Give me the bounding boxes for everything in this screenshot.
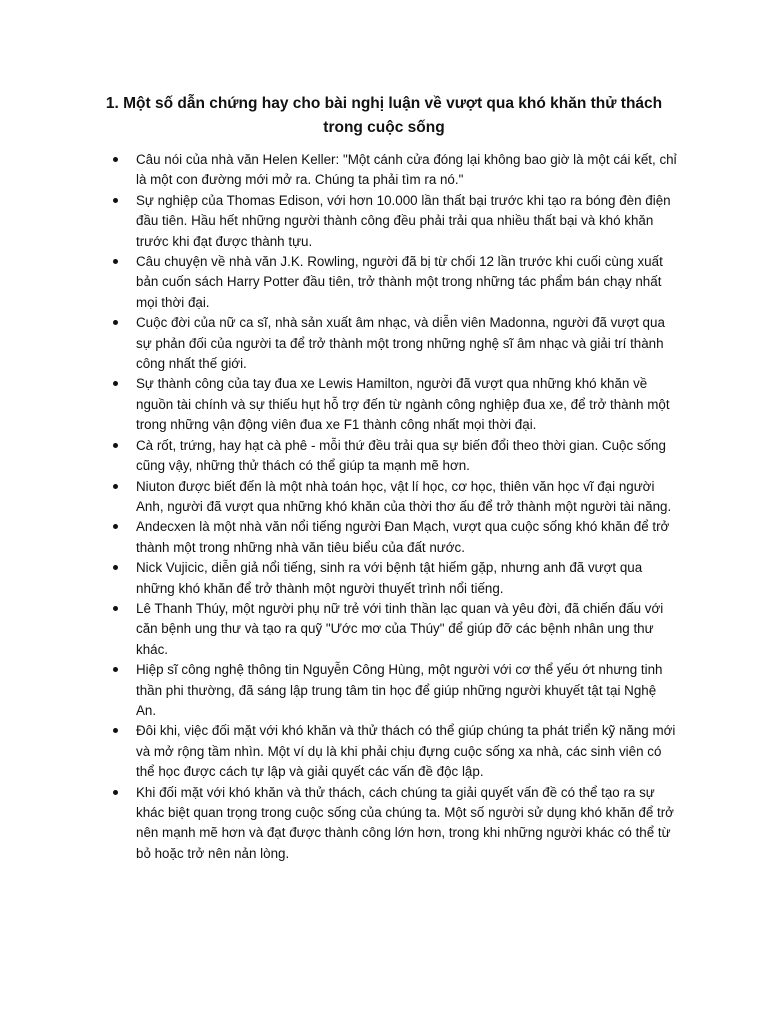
list-item <box>113 721 678 782</box>
list-item-text: Khi đối mặt với khó khăn và thử thách, cách chúng ta giải quyết vấn đề có thể tạo ra sự khác biệt quan trọng trong cuộc sống của chúng ta. Một số người sử dụng khó khăn để trở nên mạnh mẽ hơn và đạt được thành công lớn hơn, trong khi những người khác có thể từ bỏ hoặc trở nên nản lòng. <box>136 784 674 861</box>
list-item <box>113 599 678 660</box>
list-item-text: Câu nói của nhà văn Helen Keller: "Một cánh cửa đóng lại không bao giờ là một cái kết, chỉ là một con đường mới mở ra. Chúng ta phải tìm ra nó." <box>136 152 677 188</box>
bullet-icon <box>113 728 118 733</box>
list-item <box>113 517 678 558</box>
list-item-text: Nick Vujicic, diễn giả nổi tiếng, sinh ra với bệnh tật hiếm gặp, nhưng anh đã vượt qua những khó khăn để trở thành một người thuyết trình nổi tiếng. <box>136 560 643 596</box>
list-item <box>113 436 678 477</box>
bullet-icon <box>113 320 118 325</box>
list-item <box>113 477 678 518</box>
list-item-text: Câu chuyện về nhà văn J.K. Rowling, người đã bị từ chối 12 lần trước khi cuối cùng xuất bản cuốn sách Harry Potter đầu tiên, trở thành một trong những tác phẩm bán chạy nhất mọi thời đại. <box>136 254 663 310</box>
bullet-icon <box>113 524 118 529</box>
list-item <box>113 150 678 191</box>
document-title: 1. Một số dẫn chứng hay cho bài nghị luận về vượt qua khó khăn thử thách trong cuộc sống <box>105 95 663 136</box>
bullet-icon <box>113 790 118 795</box>
bullet-icon <box>113 157 118 162</box>
bullet-icon <box>113 667 118 672</box>
list-item-text: Sự thành công của tay đua xe Lewis Hamilton, người đã vượt qua những khó khăn về nguồn tài chính và sự thiếu hụt hỗ trợ đến từ ngành công nghiệp đua xe, để trở thành một trong những vận động viên đua xe F1 thành công nhất mọi thời đại. <box>136 376 670 433</box>
bullet-icon <box>113 565 118 570</box>
list-item-text: Sự nghiệp của Thomas Edison, với hơn 10.000 lần thất bại trước khi tạo ra bóng đèn điện đầu tiên. Hầu hết những người thành công đều phải trải qua nhiều thất bại và khó khăn trước khi đạt được thành tựu. <box>136 192 671 249</box>
bullet-icon <box>113 259 118 264</box>
list-item-text: Niuton được biết đến là một nhà toán học, vật lí học, cơ học, thiên văn học vĩ đại người Anh, người đã vượt qua những khó khăn của thời thơ ấu để trở thành một người tài năng. <box>136 478 672 514</box>
list-item <box>113 191 678 252</box>
bullet-icon <box>113 198 118 203</box>
list-item <box>113 783 678 865</box>
bullet-icon <box>113 484 118 489</box>
bullet-icon <box>113 606 118 611</box>
list-item-text: Cà rốt, trứng, hay hạt cà phê - mỗi thứ đều trải qua sự biến đổi theo thời gian. Cuộc sống cũng vậy, những thử thách có thể giúp ta mạnh mẽ hơn. <box>136 437 666 474</box>
list-item-text: Đôi khi, việc đối mặt với khó khăn và thử thách có thể giúp chúng ta phát triển kỹ năng mới và mở rộng tầm nhìn. Một ví dụ là khi phải chịu đựng cuộc sống xa nhà, các sinh viên có thể học được cách tự lập và giải quyết các vấn đề độc lập. <box>136 723 676 780</box>
list-item <box>113 252 678 313</box>
bullet-icon <box>113 381 118 386</box>
bullet-list <box>113 150 678 864</box>
list-item <box>113 660 678 721</box>
bullet-icon <box>113 443 118 448</box>
list-item-text: Hiệp sĩ công nghệ thông tin Nguyễn Công Hùng, một người với cơ thể yếu ớt nhưng tinh thần phi thường, đã sáng lập trung tâm tin học để giúp những người khuyết tật tại Nghệ An. <box>136 662 663 718</box>
list-item-text: Cuộc đời của nữ ca sĩ, nhà sản xuất âm nhạc, và diễn viên Madonna, người đã vượt qua sự phản đối của người ta để trở thành một trong những nghệ sĩ âm nhạc và giải trí thành công nhất thế giới. <box>136 315 665 372</box>
list-item-text: Lê Thanh Thúy, một người phụ nữ trẻ với tinh thần lạc quan và yêu đời, đã chiến đấu với căn bệnh ung thư và tạo ra quỹ "Ước mơ của Thúy" để giúp đỡ các bệnh nhân ung thư khác. <box>136 600 664 657</box>
list-item <box>113 313 678 374</box>
list-item <box>113 558 678 599</box>
list-item-text: Andecxen là một nhà văn nổi tiếng người Đan Mạch, vượt qua cuộc sống khó khăn để trở thành một trong những nhà văn tiêu biểu của đất nước. <box>136 519 670 555</box>
list-item <box>113 374 678 435</box>
